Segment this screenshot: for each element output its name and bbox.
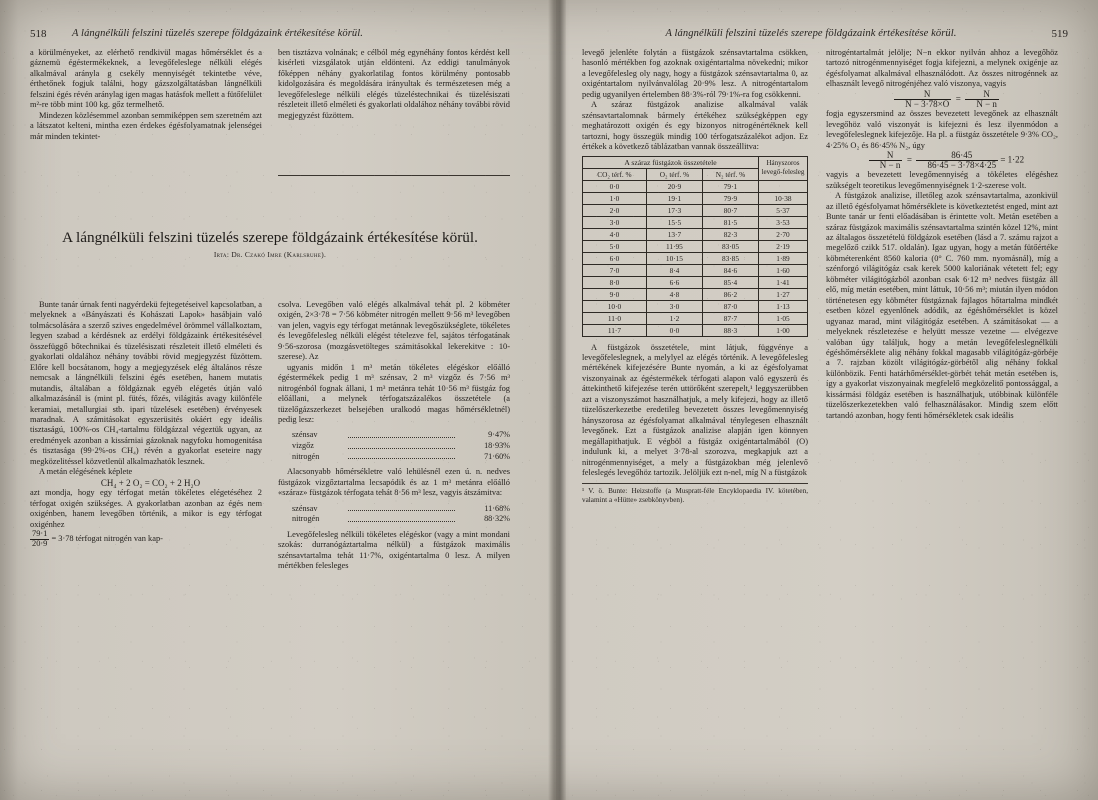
- cell: 2·70: [759, 228, 808, 240]
- cell: 5·0: [583, 240, 647, 252]
- cell: 2·19: [759, 240, 808, 252]
- table-header-o2: O₂ térf. %: [646, 168, 702, 180]
- cell: 4·8: [646, 288, 702, 300]
- cell: 10·15: [646, 252, 702, 264]
- table-row: [583, 156, 808, 168]
- paragraph-text: = 3·78 térfogat nitrogén van kap-: [51, 533, 163, 543]
- cell: 5·37: [759, 204, 808, 216]
- left-col-2-body: [278, 300, 510, 572]
- value-number: 11·68%: [484, 503, 510, 513]
- cell: 7·0: [583, 264, 647, 276]
- cell: 4·0: [583, 228, 647, 240]
- running-head-left: A lángnélküli felszini tüzelés szerepe földgázaink értékesítése körül.: [72, 28, 364, 39]
- fraction-numerator: 79·1: [32, 528, 48, 538]
- fraction-n-over-n-minus-n: [965, 90, 999, 109]
- cell: 10·0: [583, 300, 647, 312]
- paragraph: A száraz füstgázok analizise alkalmával valák szénsavtartalomnak bármely értékéhez szükségképpen egy meghatározott oxigén és egy bizonyos nitrogénértéknek kell tartozni, hogy összegük mindig 100 térfogatszázalékot adjon. Ez értékek a következő táblázatban vannak összeállitva:: [582, 100, 808, 152]
- value-table-wet-gas: [292, 430, 510, 462]
- table-row: [583, 180, 808, 192]
- paragraph: A metán elégésének képlete: [39, 467, 133, 477]
- section-divider: [278, 175, 510, 176]
- value-label: vizgőz: [292, 441, 314, 451]
- cell: 3·53: [759, 216, 808, 228]
- value-row: [292, 452, 510, 463]
- leader-dots: [348, 452, 455, 460]
- cell: 85·4: [702, 276, 758, 288]
- formula-excess-air-ratio: [826, 90, 1058, 109]
- right-page: [556, 0, 1098, 800]
- paragraph: Mindezen közlésemmel azonban semmiképpen sem szeretném azt a látszatot kelteni, mintha ezen érdekes égésfolyamatnak jelenségei már minden tekintet-: [30, 110, 262, 141]
- table-header-co2: CO₂ térf. %: [583, 168, 647, 180]
- formula-methane-combustion: CH₄ + 2 O₂ = CO₂ + 2 H₂O: [100, 477, 201, 488]
- cell: 11·0: [583, 312, 647, 324]
- article-header: [30, 228, 510, 268]
- cell: 20·9: [646, 180, 702, 192]
- book-gutter-shadow: [548, 0, 566, 800]
- cell: 9·0: [583, 288, 647, 300]
- fraction-numeric: [916, 151, 998, 170]
- paragraph: A füstgázok analizise, illetőleg azok szénsavtartalma, azonkivül az illető égésfolyamat hőmérséklete is következtetést enged, mint azt Bunte tanár ur fenti előadásában is érintette volt. Metán esetében a száraz füstgázok maximális szénsavtartalma szintén közel 12%, mint az általagos összetételü földgázok esetében (lásd a 7. számu rajzot a megelőző czikk 517. oldalán). Igaz ugyan, hogy a metán fütőértéke köbméterenként 8560 kaloria (0° C. 760 mm. nyomásnál), míg a szénforgó világitógáz csak kerek 5000 kaloriának vétetett fel; egy köbméter világitógázból azonban csak 6·12 m³ nedves füstgáz áll elő, míg metán esetében, mint láttuk, 10·56 m³; miután ilyen módon történetesen egy köbméter füstgáznak fajlagos hőtartalma mindkét esetben közel egyenlőnek adódik, az égéshőmérséklet is közel ugyanaz marad, mint világitógáz esetében. A számitásokat — a melyeknek részletezése e helyütt messze vezetne — elvégezve valóban úgy találjuk, hogy a metán levegőfeleslegnélküli égéshőmérséklete alig néhány fokkal magasabb világitógáz-görbéje a 7. rajzban közölt világitógáz-görbétől alig néhány fokkal különbözik. Fenti határhőmérséklet-görbét tehát metán esetében is, így a gyakorlat viszonyainak megfelelő megközelitő pontossággal, a kissármási földgáz esetében is használhatjuk, utóbbinak különféle tüzelőszerkezetekben való felhasználásakor. Mindig szem előtt tartandó azonban, hogy fenti hőmérsékletek csak ideális: [826, 191, 1058, 420]
- paragraph: Levegőfelesleg nélküli tökéletes elégéskor (vagy a mint mondani szokás: durranógáztartalma nélkül) a füstgázok maximális szénsavtartalma tehát 11·7%, oxigéntartalma 0 lesz. A milyen mértékben felesleges: [278, 529, 510, 571]
- table-header-n2: N₂ térf. %: [702, 168, 758, 180]
- cell: 6·0: [583, 252, 647, 264]
- table-row: [583, 204, 808, 216]
- paragraph: fogja egyszersmind az összes bevezetett levegőnek az elhasznált levegőhöz való viszonyát is kifejezni és lesz ilyenmódon a levegőfeleslegnek kifejezője. Ha pl. a füstgáz összetétele 9·3% CO₂, 4·25% O₂ és 86·45% N₂, úgy: [826, 109, 1058, 150]
- table-row: [583, 300, 808, 312]
- value-number: 18·93%: [484, 441, 510, 451]
- paragraph: nitrogéntartalmát jelölje; N−n ekkor nyilván ahhoz a levegőhöz tartozó nitrogénmennyiséget fogja kifejezni, a melynek oxigénje az égésfolyamat alkalmával elhasználódott. Az összes nitrogénnek az elhasznált levegő nitrogénjéhez való viszonya, vagyis: [826, 48, 1058, 89]
- cell: 1·41: [759, 276, 808, 288]
- right-col-2: [826, 48, 1058, 421]
- value-label: szénsav: [292, 430, 318, 440]
- cell: 1·13: [759, 300, 808, 312]
- value-label: szénsav: [292, 503, 318, 513]
- fraction-n-over-n-minus-378o: [894, 90, 951, 109]
- value-number: 9·47%: [488, 430, 510, 440]
- table-row: [583, 324, 808, 336]
- leader-dots: [348, 430, 455, 438]
- cell: 82·3: [702, 228, 758, 240]
- cell: 81·5: [702, 216, 758, 228]
- cell: 8·4: [646, 264, 702, 276]
- fraction-denominator: 86·45 − 3·78×4·25: [927, 160, 997, 171]
- fraction-numerator: 86·45: [916, 151, 998, 161]
- cell: 11·95: [646, 240, 702, 252]
- table-row: [583, 264, 808, 276]
- running-head-right: A lángnélküli felszini tüzelés szerepe földgázaink értékesítése körül.: [665, 28, 957, 39]
- cell: 1·00: [759, 324, 808, 336]
- table-row: [583, 240, 808, 252]
- value-row: [292, 504, 510, 515]
- fraction-numerator: N: [965, 90, 999, 100]
- fraction-numerator: N: [869, 151, 903, 161]
- value-row: [292, 514, 510, 525]
- left-col-2-top: [278, 48, 510, 121]
- table-side-title: Hányszoros levegő-felesleg: [759, 156, 808, 180]
- folio-right: 519: [1051, 28, 1068, 40]
- paragraph: vagyis a bevezetett levegőmennyiség a tökéletes elégéshez szükségelt teoretikus levegőmennyiségnek 1·2-szerese volt.: [826, 170, 1058, 190]
- table-row: [583, 288, 808, 300]
- value-number: 88·32%: [484, 514, 510, 524]
- cell: 2·0: [583, 204, 647, 216]
- paragraph: ben tisztázva volnának; e célból még egynéhány fontos kérdést kell kisérleti vizsgálatok utján eldönteni. Az eddigi tanulmányok főképpen néhány gyakorlatilag fontos körülmény pontosabb kidolgozására és megoldására irányultak és természetesen még a levegőfeleslege nélküli elégés tüzeléstechnikai és tüzelésiszati részleteit illető elméleti és gyakorlati oldalához néhány további rövid megjegyzést füzöttem.: [278, 48, 510, 120]
- paragraph: levegő jelenléte folytán a füstgázok szénsavtartalma csökken, hasonló mértékben fog azoknak oxigéntartalma növekedni; mikor a levegőfelesleg oly nagy, hogy a füstgázok szénsavtartalma 0, az oxigéntartalom nyilvánvalólag 20·9% lesz. A nitrogéntartalom pedig ugyanilyen értelemben 88·3%-ról 79·1%-ra fog csökkenni.: [582, 48, 808, 99]
- cell: 15·5: [646, 216, 702, 228]
- cell: 6·6: [646, 276, 702, 288]
- cell: 86·2: [702, 288, 758, 300]
- cell: 10·38: [759, 192, 808, 204]
- value-row: [292, 430, 510, 441]
- right-col-1: [582, 48, 808, 768]
- cell: 1·2: [646, 312, 702, 324]
- cell: 84·6: [702, 264, 758, 276]
- cell: 3·0: [583, 216, 647, 228]
- fraction-79-1-over-20-9: [30, 530, 49, 548]
- flue-gas-composition-table: [582, 156, 808, 337]
- cell: 8·0: [583, 276, 647, 288]
- cell: 17·3: [646, 204, 702, 216]
- cell: 3·0: [646, 300, 702, 312]
- byline: Irta: Dr. Czakó Imre (Karlsruhe).: [213, 250, 327, 259]
- paragraph: Alacsonyabb hőmérsékletre való lehülésnél ezen ú. n. nedves füstgázok vizgőztartalma lecsapódik és az 1 m³ metánra előálló «száraz» füstgázok térfogata tehát 8·56 m³ lesz, vagyis átszámitva:: [278, 467, 510, 498]
- folio-left: 518: [30, 28, 47, 40]
- paragraph: A füstgázok összetétele, mint látjuk, függvénye a levegőfeleslegnek, a melylyel az elégés történik. A levegőfelesleg mértékének kifejezésére Bunte nyomán, a ki az égésfolyamat viszonyainak az égéstermékek térfogati alapon való egyszerü és áttekinthető kifejezése terén uttörőként szerepelt,¹ leggyszerübben azt a viszonyszámot használhatjuk, a mely kifejezi, hogy az illető tüzelőszerkezetbe eredetileg bevezetett összes levegőmennyiség hányszorosa az égésfolyamat alkalmával ténylegesen elhasznált levegőnek. Ezt a füstgázok analizise alapján igen könnyen megállapithatjuk. E végböl a füstgáz oxigéntartalmából (O) indulunk ki, a melyet 3·78-al szorozva, megkapjuk azt a nitrogénmennyiséget, a mely a füstgázokban még jelenlevő feleslegés levegőhöz tartozik. Jelöljük ezt n-nel, míg N a füstgázok: [582, 342, 808, 477]
- fraction-denominator: N − n: [879, 160, 901, 171]
- leader-dots: [348, 504, 455, 512]
- value-row: [292, 441, 510, 452]
- cell: [759, 180, 808, 192]
- cell: 83·05: [702, 240, 758, 252]
- cell: 79·1: [702, 180, 758, 192]
- fraction-denominator: N − n: [976, 98, 997, 109]
- cell: 88·3: [702, 324, 758, 336]
- value-label: nitrogén: [292, 451, 320, 461]
- table-title: A száraz füstgázok összetétele: [583, 156, 759, 168]
- paragraph: a körülményeket, az elérhető rendkivül magas hőmérséklet és a gáznemü égéstermékeknek, a levegőfeleslege nélküli elégés alkalmával arányla g csekély mennyiségét tekintetbe véve, érthetőnek fogjuk találni, hogy gázszolgáltatásban lángnélküli felszini égés révén aránylag igen magas hatásfok mellett a fütőfelület m²-re több mint 100 kg. gőz termelhető.: [30, 48, 262, 110]
- equals-sign: =: [904, 154, 915, 165]
- table-row: [583, 312, 808, 324]
- table-row: [583, 216, 808, 228]
- cell: 11·7: [583, 324, 647, 336]
- cell: 79·9: [702, 192, 758, 204]
- fraction-n-over-n-minus-n-2: [869, 151, 903, 170]
- table-row: [583, 252, 808, 264]
- cell: 1·89: [759, 252, 808, 264]
- paragraph: [30, 488, 262, 530]
- footnote: ¹ V. ö. Bunte: Heizstoffe (a Muspratt-féle Encyklopaedia IV. kötetében, valamint a «Hütte» zsebkönyvben).: [582, 483, 808, 505]
- paragraph: Bunte tanár úrnak fenti nagyérdekü fejtegetéseivel kapcsolatban, a melyeknek a «Bányászati és Kohászati Lapok» hasábjain való tolmácsolására a szerző szives engedelmével örömmel vállalkoztam, legyen szabad a kérdésnek az erdélyi földgázaink értékesitésével összefüggő bőtechnikai és tüzelésiszati részleteit illető elméleti és gyakorlati oldalához néhány további rövid megjegyzést füzöttem. Előre kell bocsátanom, hogy a megjegyzések elég általános része nemcsak a lángnélküli felszini égés esetében, hanem mutatis mutandis, általában a földgáznak egyéb elégetés útján való alkalmazásánál is (mint pl. fütés, főzés, világitás avagy különféle keramiai, metallurgiai stb. ipari tüzelések esetében) érvényesek maradnak. A számitásokat egyszerüsités okáért egy ideális tisztaságú, 100%-os CH₄-tartalmu földgázzal végeztük ugyan, az eredmények azonban a kissárniai gázoknak nagyfoku homogenitása és tisztasága (99·2%-os CH₄) révén a gyakorlat eseteire nagy megközelitéssel közvetlenül alkalmazhatók lesznek.: [30, 300, 262, 466]
- value-label: nitrogén: [292, 514, 320, 524]
- fraction-numerator: N: [894, 90, 951, 100]
- cell: 1·27: [759, 288, 808, 300]
- table-row: [583, 228, 808, 240]
- formula-result: = 1·22: [1000, 154, 1025, 165]
- cell: 13·7: [646, 228, 702, 240]
- left-col-1-body: [30, 300, 262, 548]
- cell: 0·0: [583, 180, 647, 192]
- paragraph: ugyanis midőn 1 m³ metán tökéletes elégéskor előálló égéstermékek pedig 1 m³ szénsav, 2 m³ vizgőz és 7·56 m³ nitrogénból fognak állani, 1 m³ metánra tehát 10·56 m³ füstgáz fog előállani, a melynek térfogatszázalékos összetétele (a tüzelőgázszerkezet belsejében uralkodó magas hőmérsékletnél) pedig lesz:: [278, 362, 510, 424]
- cell: 19·1: [646, 192, 702, 204]
- fraction-denominator: 20·9: [32, 538, 48, 548]
- cell: 83·85: [702, 252, 758, 264]
- cell: 0·0: [646, 324, 702, 336]
- paragraph: csolva. Levegőben való elégés alkalmával tehát pl. 2 köbméter oxigén, 2×3·78 = 7·56 köbméter nitrogén mellett 9·56 m³ levegőben van jelen, vagyis egy térfogat metánnak levegőszükséglete, tökéletes és levegőfelesleg nélküli elégést tételezve fel, sajátos térfogatának 9·56-szorosa (mozgásvetölteges számitásokkal lekerekitve : 10-szerese). Az: [278, 300, 510, 362]
- cell: 1·05: [759, 312, 808, 324]
- paragraph-with-fraction: [30, 530, 262, 548]
- page-title: A lángnélküli felszini tüzelés szerepe földgázaink értékesítése körül.: [62, 229, 478, 246]
- equals-sign: =: [953, 93, 964, 104]
- value-table-dry-gas: [292, 504, 510, 525]
- formula-worked-example: [826, 151, 1058, 170]
- cell: 80·7: [702, 204, 758, 216]
- cell: 87·0: [702, 300, 758, 312]
- left-col-1-top: [30, 48, 262, 142]
- leader-dots: [348, 441, 455, 449]
- fraction-denominator: N − 3·78×O: [905, 98, 950, 109]
- cell: 1·0: [583, 192, 647, 204]
- leader-dots: [348, 514, 455, 522]
- table-row: [583, 276, 808, 288]
- value-number: 71·60%: [484, 451, 510, 461]
- cell: 1·60: [759, 264, 808, 276]
- cell: 87·7: [702, 312, 758, 324]
- paragraph-text: azt mondja, hogy egy térfogat metán tökéletes elégetéséhez 2 térfogat oxigén szükséges. A gyakorlatban azonban az égés nem oxigénben, hanem levegőben történik, a mikor is egy térfogat oxigénhez: [30, 488, 262, 529]
- table-row: [583, 192, 808, 204]
